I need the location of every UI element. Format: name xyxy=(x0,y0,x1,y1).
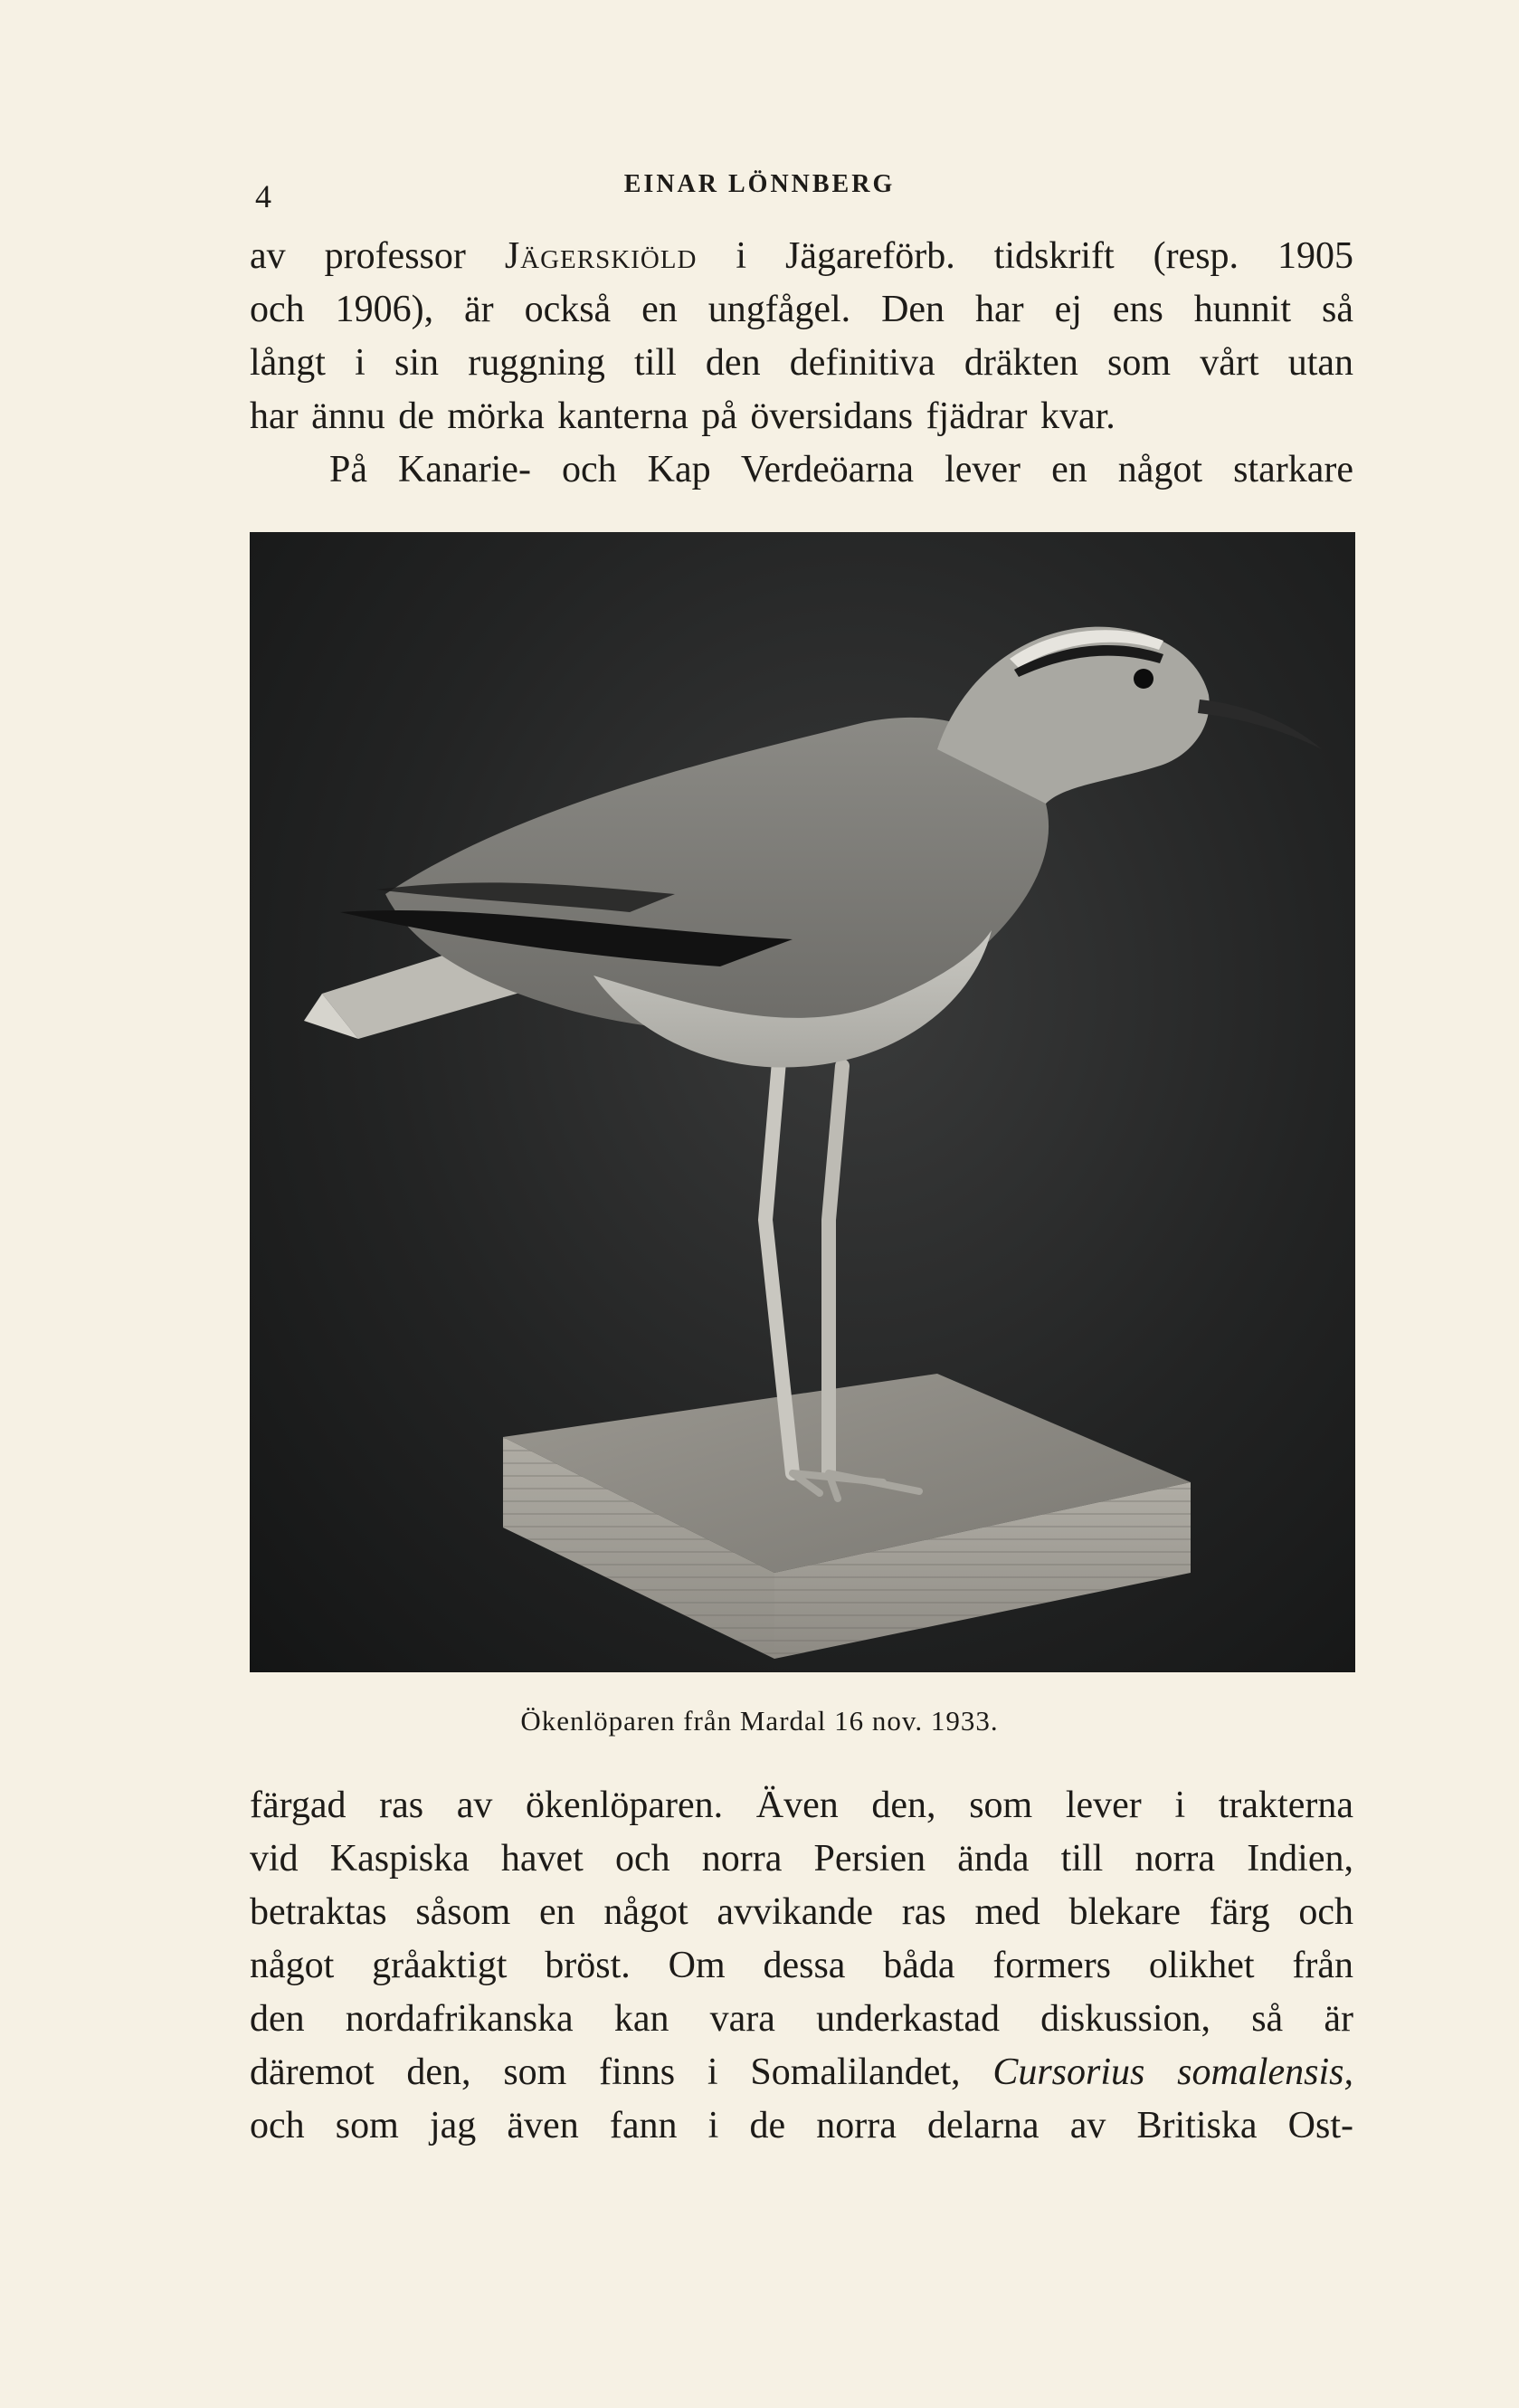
bird-illustration xyxy=(250,532,1355,1672)
text-line: och som jag även fann i de norra delarna av Britiska Ost- xyxy=(250,2105,1353,2146)
text-line: vid Kaspiska havet och norra Persien ända till norra Indien, xyxy=(250,1838,1353,1880)
paragraph-1 xyxy=(250,230,1353,443)
text-line: av professor Jägerskiöld i Jägareförb. tidskrift (resp. 1905 xyxy=(250,235,1353,277)
author-name-smallcaps: Jägerskiöld xyxy=(504,235,698,277)
paragraph-2-start xyxy=(250,443,1353,497)
bottom-text-block xyxy=(250,1779,1353,2153)
species-name-italic: Cursorius somalensis, xyxy=(992,2051,1354,2093)
text-line: På Kanarie- och Kap Verdeöarna lever en något starkare xyxy=(329,449,1353,490)
text-line: däremot den, som finns i Somalilandet, Cursorius somalensis, xyxy=(250,2051,1354,2093)
text-line: den nordafrikanska kan vara underkastad diskussion, så är xyxy=(250,1998,1353,2040)
page-number: 4 xyxy=(255,178,272,214)
running-head: EINAR LÖNNBERG xyxy=(623,170,896,198)
bird-photograph xyxy=(250,532,1355,1672)
top-text-block xyxy=(250,230,1353,497)
text-line: har ännu de mörka kanterna på översidans fjädrar kvar. xyxy=(250,395,1116,437)
text-line: långt i sin ruggning till den definitiva dräkten som vårt utan xyxy=(250,342,1353,384)
text-line: färgad ras av ökenlöparen. Även den, som lever i trakterna xyxy=(250,1785,1353,1826)
text-line: betraktas såsom en något avvikande ras med blekare färg och xyxy=(250,1891,1353,1933)
text-line: något gråaktigt bröst. Om dessa båda formers olikhet från xyxy=(250,1945,1353,1986)
figure-caption: Ökenlöparen från Mardal 16 nov. 1933. xyxy=(520,1705,999,1737)
text-line: och 1906), är också en ungfågel. Den har ej ens hunnit så xyxy=(250,289,1353,330)
paragraph-2-continued xyxy=(250,1779,1353,2153)
